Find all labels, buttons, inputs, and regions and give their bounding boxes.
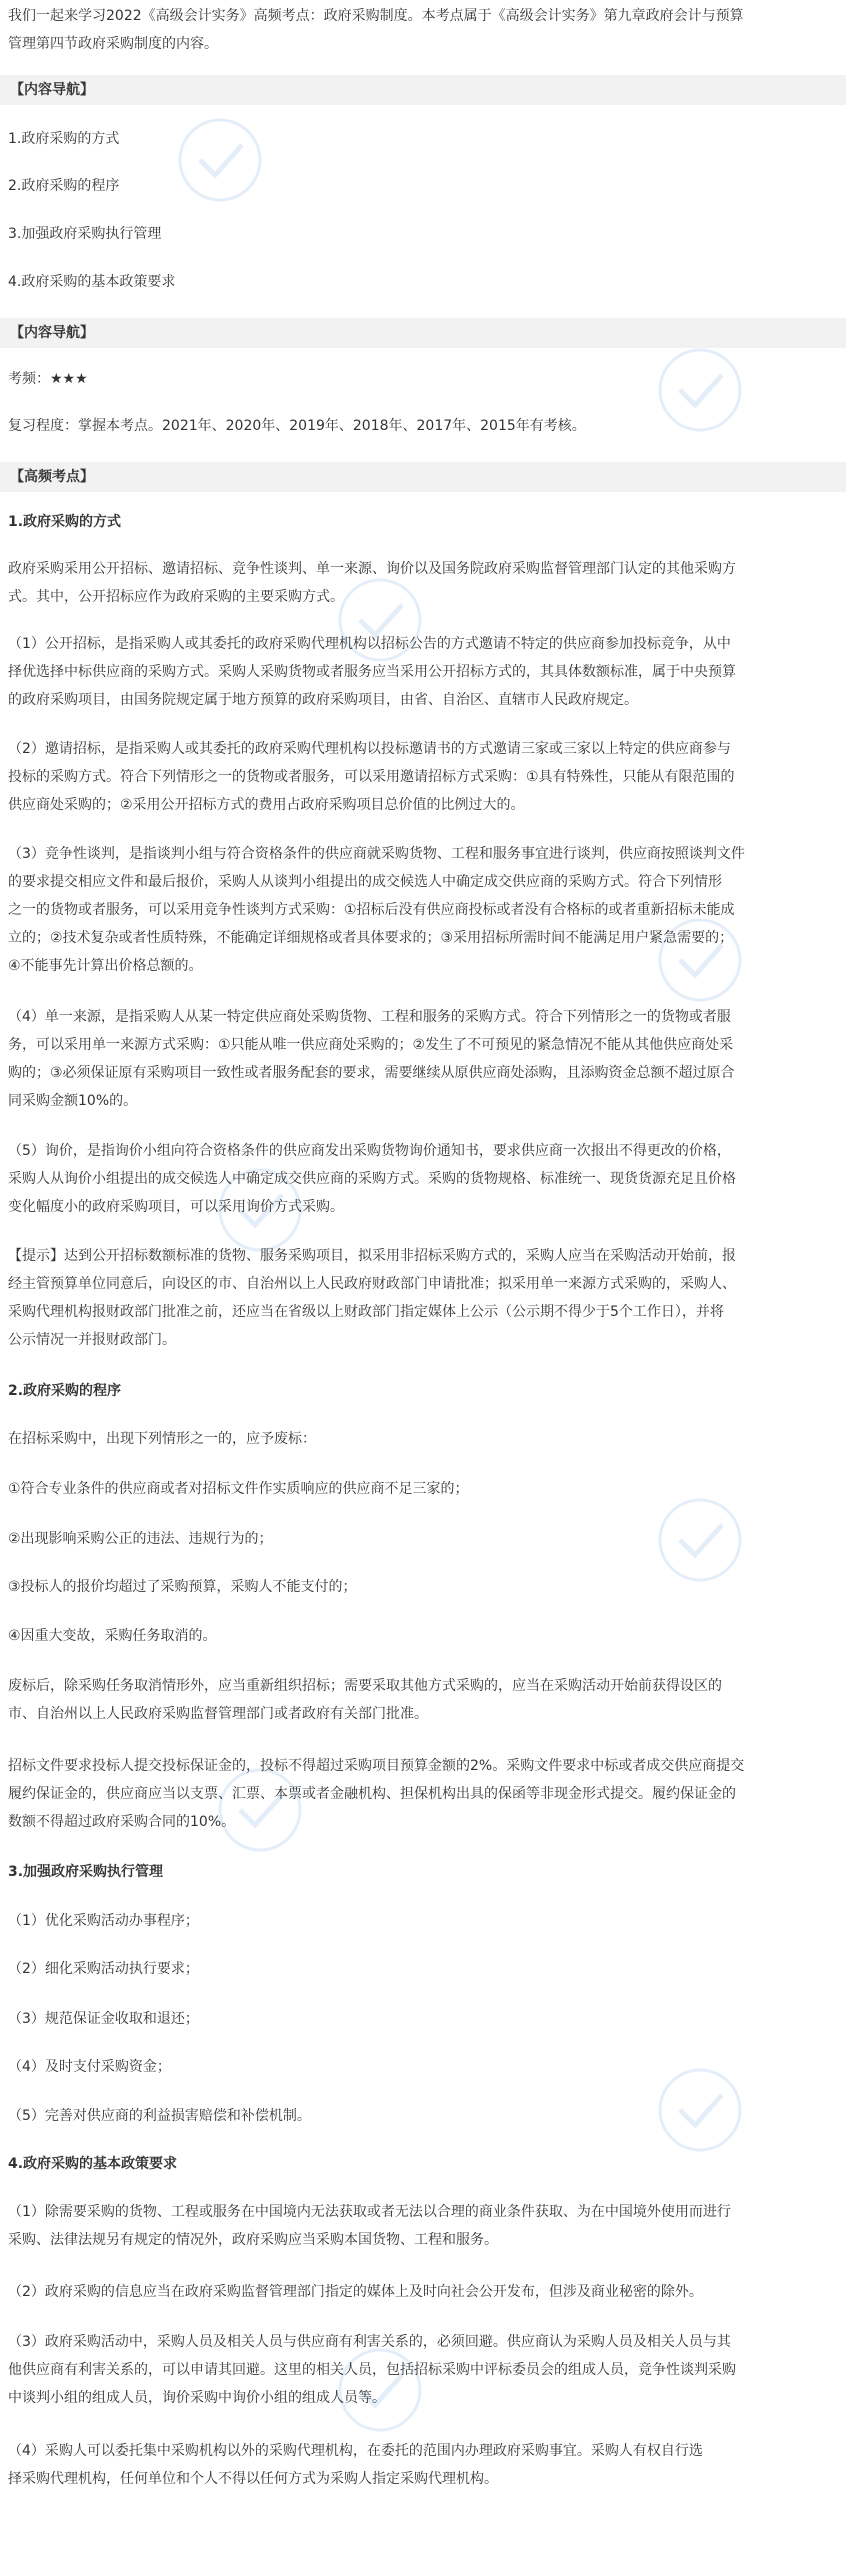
section-title: 1.政府采购的方式 [8, 514, 122, 530]
paragraph-line: （1）公开招标，是指采购人或其委托的政府采购代理机构以招标公告的方式邀请不特定的供应商参加投标竞争，从中 [8, 636, 731, 652]
list-item: ②出现影响采购公正的违法、违规行为的； [8, 1531, 273, 1547]
paragraph-line: （5）询价，是指询价小组向符合资格条件的供应商发出采购货物询价通知书，要求供应商一次报出不得更改的价格， [8, 1143, 731, 1159]
paragraph-line: 务，可以采用单一来源方式采购：①只能从唯一供应商处采购的；②发生了不可预见的紧急情况不能从其他供应商处采 [8, 1037, 734, 1053]
watermark-logo-icon [160, 100, 280, 220]
paragraph-line: 数额不得超过政府采购合同的10%。 [8, 1814, 236, 1830]
paragraph-line: ④不能事先计算出价格总额的。 [8, 958, 203, 974]
paragraph-line: 市、自治州以上人民政府采购监督管理部门或者政府有关部门批准。 [8, 1706, 428, 1722]
nav-title: 【内容导航】 [10, 82, 94, 98]
section-title: 3.加强政府采购执行管理 [8, 1864, 164, 1880]
list-item: ④因重大变故，采购任务取消的。 [8, 1628, 217, 1644]
paragraph-line: 中谈判小组的组成人员，询价采购中询价小组的组成人员等。 [8, 2390, 386, 2406]
nav-item: 3.加强政府采购执行管理 [8, 226, 162, 242]
list-item: （4）及时支付采购资金； [8, 2059, 171, 2075]
nav-item: 2.政府采购的程序 [8, 178, 120, 194]
review-text: 复习程度：掌握本考点。2021年、2020年、2019年、2018年、2017年、2015年有考核。 [8, 418, 586, 434]
rating-text: 考频：★★★ [8, 371, 88, 387]
freq-title: 【高频考点】 [10, 469, 94, 485]
paragraph-line: 择优选择中标供应商的采购方式。采购人采购货物或者服务应当采用公开招标方式的，其具体数额标准，属于中央预算 [8, 664, 736, 680]
paragraph-line: 他供应商有利害关系的，可以申请其回避。这里的相关人员，包括招标采购中评标委员会的组成人员，竞争性谈判采购 [8, 2362, 736, 2378]
paragraph-line: 采购、法律法规另有规定的情况外，政府采购应当采购本国货物、工程和服务。 [8, 2232, 498, 2248]
paragraph-line: 投标的采购方式。符合下列情形之一的货物或者服务，可以采用邀请招标方式采购：①具有特殊性，只能从有限范围的 [8, 769, 735, 785]
paragraph-line: 招标文件要求投标人提交投标保证金的，投标不得超过采购项目预算金额的2%。采购文件要求中标或者成交供应商提交 [8, 1758, 745, 1774]
nav-item: 1.政府采购的方式 [8, 131, 120, 147]
list-item: （1）优化采购活动办事程序； [8, 1913, 199, 1929]
paragraph-line: 采购人从询价小组提出的成交候选人中确定成交供应商的采购方式。采购的货物规格、标准统一、现货货源充足且价格 [8, 1171, 736, 1187]
intro-line: 管理第四节政府采购制度的内容。 [8, 36, 218, 52]
tip-line: 经主管预算单位同意后，向设区的市、自治州以上人民政府财政部门申请批准；拟采用单一来源方式采购的，采购人、 [8, 1276, 736, 1292]
intro-line: 我们一起来学习2022《高级会计实务》高频考点：政府采购制度。本考点属于《高级会计实务》第九章政府会计与预算 [8, 8, 744, 24]
paragraph-line: 立的；②技术复杂或者性质特殊，不能确定详细规格或者具体要求的；③采用招标所需时间不能满足用户紧急需要的； [8, 930, 734, 946]
paragraph-line: 废标后，除采购任务取消情形外，应当重新组织招标；需要采取其他方式采购的，应当在采购活动开始前获得设区的 [8, 1678, 722, 1694]
paragraph-line: 履约保证金的，供应商应当以支票、汇票、本票或者金融机构、担保机构出具的保函等非现金形式提交。履约保证金的 [8, 1786, 736, 1802]
paragraph-line: 式。其中，公开招标应作为政府采购的主要采购方式。 [8, 589, 344, 605]
tip-line: 【提示】达到公开招标数额标准的货物、服务采购项目，拟采用非招标采购方式的，采购人应当在采购活动开始前，报 [8, 1248, 736, 1264]
paragraph-line: 的政府采购项目，由国务院规定属于地方预算的政府采购项目，由省、自治区、直辖市人民政府规定。 [8, 692, 638, 708]
paragraph-line: 在招标采购中，出现下列情形之一的，应予废标： [8, 1431, 316, 1447]
tip-line: 采购代理机构报财政部门批准之前，还应当在省级以上财政部门指定媒体上公示（公示期不得少于5个工作日），并将 [8, 1304, 724, 1320]
nav-header [0, 75, 846, 105]
paragraph-line: 之一的货物或者服务，可以采用竞争性谈判方式采购：①招标后没有供应商投标或者没有合格标的或者重新招标未能成 [8, 902, 735, 918]
paragraph-line: 同采购金额10%的。 [8, 1093, 138, 1109]
freq-header [0, 462, 846, 492]
nav-item: 4.政府采购的基本政策要求 [8, 274, 176, 290]
paragraph-line: （4）采购人可以委托集中采购机构以外的采购代理机构，在委托的范围内办理政府采购事宜。采购人有权自行选 [8, 2443, 703, 2459]
paragraph-line: （1）除需要采购的货物、工程或服务在中国境内无法获取或者无法以合理的商业条件获取、为在中国境外使用而进行 [8, 2204, 731, 2220]
section-title: 2.政府采购的程序 [8, 1383, 122, 1399]
list-item: ①符合专业条件的供应商或者对招标文件作实质响应的供应商不足三家的； [8, 1481, 469, 1497]
paragraph-line: 的要求提交相应文件和最后报价，采购人从谈判小组提出的成交候选人中确定成交供应商的采购方式。符合下列情形 [8, 874, 722, 890]
paragraph-line: （3）政府采购活动中，采购人员及相关人员与供应商有利害关系的，必须回避。供应商认为采购人员及相关人员与其 [8, 2334, 731, 2350]
paragraph-line: 供应商处采购的；②采用公开招标方式的费用占政府采购项目总价值的比例过大的。 [8, 797, 525, 813]
nav-header [0, 318, 846, 348]
list-item: （5）完善对供应商的利益损害赔偿和补偿机制。 [8, 2108, 311, 2124]
paragraph-line: （4）单一来源，是指采购人从某一特定供应商处采购货物、工程和服务的采购方式。符合下列情形之一的货物或者服 [8, 1009, 731, 1025]
list-item: （2）细化采购活动执行要求； [8, 1961, 199, 1977]
tip-line: 公示情况一并报财政部门。 [8, 1332, 176, 1348]
paragraph-line: 购的；③必须保证原有采购项目一致性或者服务配套的要求，需要继续从原供应商处添购，且添购资金总额不超过原合 [8, 1065, 735, 1081]
list-item: （3）规范保证金收取和退还； [8, 2011, 199, 2027]
paragraph-line: 择采购代理机构，任何单位和个人不得以任何方式为采购人指定采购代理机构。 [8, 2471, 498, 2487]
section-title: 4.政府采购的基本政策要求 [8, 2156, 178, 2172]
paragraph-line: （3）竞争性谈判，是指谈判小组与符合资格条件的供应商就采购货物、工程和服务事宜进行谈判，供应商按照谈判文件 [8, 846, 745, 862]
paragraph-line: 变化幅度小的政府采购项目，可以采用询价方式采购。 [8, 1199, 344, 1215]
nav-title: 【内容导航】 [10, 325, 94, 341]
paragraph-line: 政府采购采用公开招标、邀请招标、竞争性谈判、单一来源、询价以及国务院政府采购监督管理部门认定的其他采购方 [8, 561, 736, 577]
list-item: ③投标人的报价均超过了采购预算，采购人不能支付的； [8, 1579, 357, 1595]
paragraph-line: （2）邀请招标，是指采购人或其委托的政府采购代理机构以投标邀请书的方式邀请三家或三家以上特定的供应商参与 [8, 741, 731, 757]
paragraph-line: （2）政府采购的信息应当在政府采购监督管理部门指定的媒体上及时向社会公开发布，但涉及商业秘密的除外。 [8, 2284, 703, 2300]
